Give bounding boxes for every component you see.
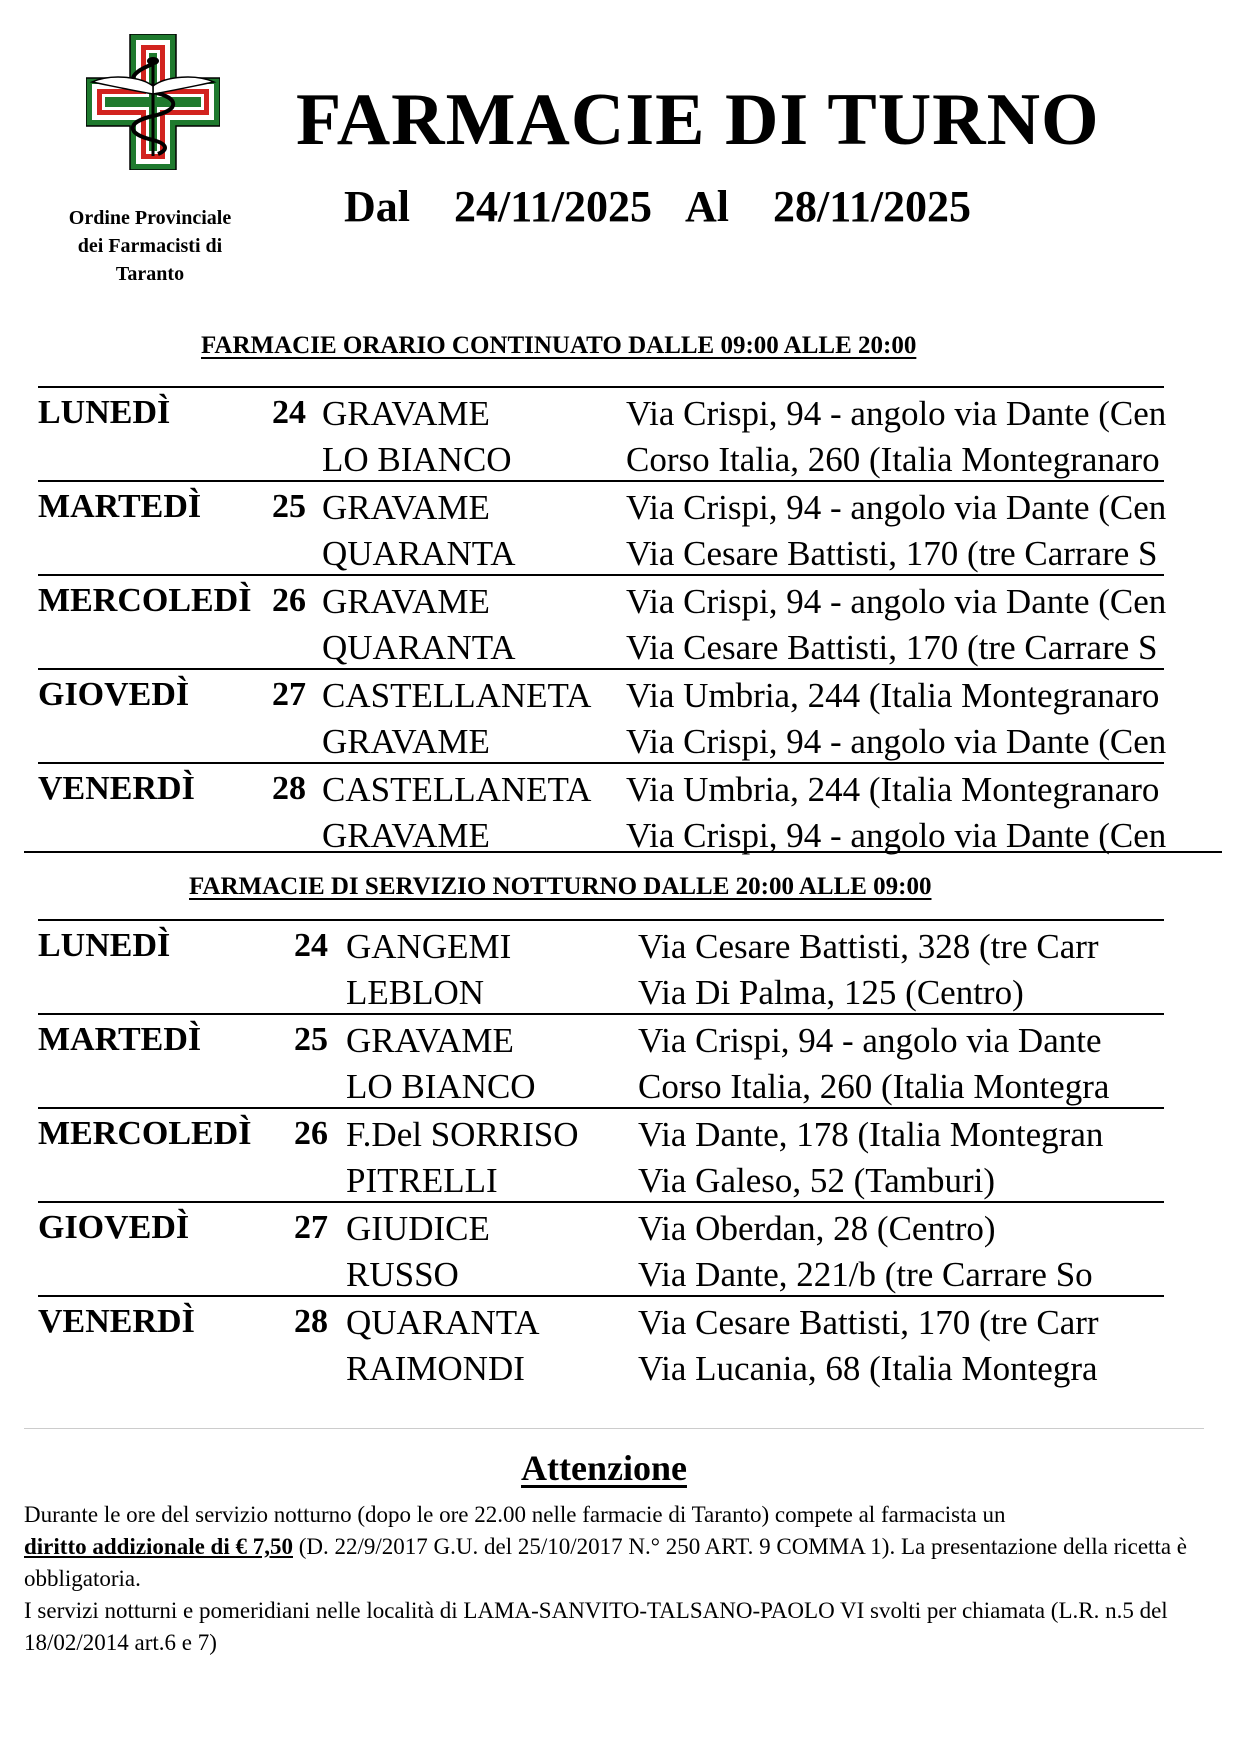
pharmacy-name: GRAVAME	[322, 394, 490, 433]
day-name: MERCOLEDÌ	[38, 1115, 252, 1152]
pharmacy-address: Corso Italia, 260 (Italia Montegranaro	[626, 440, 1160, 479]
day-section-heading: FARMACIE ORARIO CONTINUATO DALLE 09:00 ALLE 20:00	[201, 332, 917, 359]
schedule-row	[38, 1155, 1198, 1201]
pharmacy-address: Via Crispi, 94 - angolo via Dante	[638, 1021, 1102, 1060]
pharmacy-name: LEBLON	[346, 973, 485, 1012]
day-number: 24	[294, 927, 328, 964]
org-name	[50, 204, 250, 288]
day-block	[38, 919, 1164, 1013]
pharmacy-address: Via Cesare Battisti, 170 (tre Carrare S	[626, 534, 1158, 573]
day-block	[38, 1295, 1164, 1389]
schedule-row	[38, 1249, 1198, 1295]
schedule-row	[38, 716, 1198, 762]
pharmacy-address: Via Crispi, 94 - angolo via Dante (Cen	[626, 394, 1167, 433]
day-name: MERCOLEDÌ	[38, 582, 252, 619]
pharmacy-address: Via Umbria, 244 (Italia Montegranaro	[626, 676, 1160, 715]
pharmacy-address: Via Cesare Battisti, 170 (tre Carrare S	[626, 628, 1158, 667]
pharmacy-address: Via Oberdan, 28 (Centro)	[638, 1209, 996, 1248]
schedule-row	[38, 967, 1198, 1013]
day-name: LUNEDÌ	[38, 394, 171, 431]
schedule-row	[38, 1297, 1198, 1343]
day-schedule-table	[38, 386, 1198, 856]
schedule-row	[38, 1343, 1198, 1389]
pharmacy-name: QUARANTA	[346, 1303, 540, 1342]
pharmacy-name: GRAVAME	[322, 816, 490, 855]
org-line: Ordine Provinciale	[68, 207, 232, 229]
day-number: 28	[272, 770, 306, 807]
day-number: 24	[272, 394, 306, 431]
pharmacy-address: Via Crispi, 94 - angolo via Dante (Cen	[626, 816, 1167, 855]
section-divider	[24, 851, 1222, 853]
page-title: FARMACIE DI TURNO	[296, 79, 1100, 161]
schedule-row	[38, 1061, 1198, 1107]
pharmacy-name: RAIMONDI	[346, 1349, 525, 1388]
day-name: VENERDÌ	[38, 1303, 195, 1340]
day-block	[38, 762, 1167, 856]
attention-text: (D. 22/9/2017 G.U. del 25/10/2017 N.° 250 ART. 9 COMMA 1). La presentazione della ricetta è obbligatoria.	[24, 1534, 1188, 1591]
day-block	[38, 574, 1167, 668]
pharmacy-name: GIUDICE	[346, 1209, 490, 1248]
day-block	[38, 668, 1167, 762]
schedule-row	[38, 921, 1198, 967]
schedule-row	[38, 764, 1198, 810]
day-number: 25	[272, 488, 306, 525]
org-line: Taranto	[115, 263, 185, 285]
pharmacy-name: QUARANTA	[322, 628, 516, 667]
pharmacy-address: Via Lucania, 68 (Italia Montegra	[638, 1349, 1098, 1388]
pharmacy-address: Via Crispi, 94 - angolo via Dante (Cen	[626, 488, 1167, 527]
day-number: 27	[272, 676, 306, 713]
pharmacy-name: CASTELLANETA	[322, 770, 592, 809]
date-range	[344, 182, 971, 232]
schedule-row	[38, 1203, 1198, 1249]
schedule-row	[38, 810, 1198, 856]
pharmacy-name: GANGEMI	[346, 927, 512, 966]
day-name: GIOVEDÌ	[38, 676, 190, 713]
day-name: GIOVEDÌ	[38, 1209, 190, 1246]
pharmacy-name: F.Del SORRISO	[346, 1115, 579, 1154]
attention-title: Attenzione	[521, 1448, 687, 1488]
attention-paragraph-2: I servizi notturni e pomeridiani nelle località di LAMA-SANVITO-TALSANO-PAOLO VI svolti per chiamata (L.R. n.5 del 18/02/2014 art.6 e 7)	[24, 1598, 1168, 1655]
day-number: 26	[272, 582, 306, 619]
pharmacy-address: Via Galeso, 52 (Tamburi)	[638, 1161, 996, 1200]
pharmacy-address: Via Dante, 221/b (tre Carrare So	[638, 1255, 1093, 1294]
dal-label: Dal	[344, 182, 410, 231]
pharmacy-address: Via Cesare Battisti, 170 (tre Carr	[638, 1303, 1099, 1342]
day-block	[38, 480, 1167, 574]
day-block	[38, 1107, 1164, 1201]
pharmacy-name: LO BIANCO	[322, 440, 512, 479]
schedule-row	[38, 1109, 1198, 1155]
schedule-row	[38, 528, 1198, 574]
schedule-row	[38, 388, 1198, 434]
schedule-row	[38, 1015, 1198, 1061]
pharmacy-address: Via Umbria, 244 (Italia Montegranaro	[626, 770, 1160, 809]
day-block	[38, 386, 1167, 480]
day-name: MARTEDÌ	[38, 488, 202, 525]
schedule-row	[38, 434, 1198, 480]
attention-paragraph-1	[24, 1499, 1194, 1595]
day-block	[38, 1013, 1164, 1107]
footer-divider	[24, 1428, 1204, 1429]
pharmacy-address: Via Cesare Battisti, 328 (tre Carr	[638, 927, 1099, 966]
pharmacy-address: Via Di Palma, 125 (Centro)	[638, 973, 1024, 1012]
al-label: Al	[685, 182, 730, 231]
pharmacy-name: PITRELLI	[346, 1161, 498, 1200]
pharmacy-name: LO BIANCO	[346, 1067, 536, 1106]
day-number: 28	[294, 1303, 328, 1340]
day-name: VENERDÌ	[38, 770, 195, 807]
pharmacy-name: GRAVAME	[346, 1021, 514, 1060]
night-schedule-table	[38, 919, 1198, 1389]
day-name: MARTEDÌ	[38, 1021, 202, 1058]
schedule-row	[38, 670, 1198, 716]
day-name: LUNEDÌ	[38, 927, 171, 964]
attention-fee: diritto addizionale di € 7,50	[24, 1534, 293, 1559]
schedule-row	[38, 576, 1198, 622]
pharmacy-address: Corso Italia, 260 (Italia Montegra	[638, 1067, 1110, 1106]
attention-text: Durante le ore del servizio notturno (dopo le ore 22.00 nelle farmacie di Taranto) compete al farmacista un	[24, 1502, 1006, 1527]
pharmacy-address: Via Crispi, 94 - angolo via Dante (Cen	[626, 722, 1167, 761]
day-number: 26	[294, 1115, 328, 1152]
org-line: dei Farmacisti di	[77, 235, 223, 257]
pharmacy-name: GRAVAME	[322, 722, 490, 761]
schedule-row	[38, 622, 1198, 668]
pharmacy-name: GRAVAME	[322, 488, 490, 527]
pharmacy-address: Via Crispi, 94 - angolo via Dante (Cen	[626, 582, 1167, 621]
day-block	[38, 1201, 1164, 1295]
pharmacy-address: Via Dante, 178 (Italia Montegran	[638, 1115, 1104, 1154]
pharmacy-name: GRAVAME	[322, 582, 490, 621]
night-section-heading: FARMACIE DI SERVIZIO NOTTURNO DALLE 20:00 ALLE 09:00	[189, 873, 932, 900]
schedule-row	[38, 482, 1198, 528]
pharmacy-name: CASTELLANETA	[322, 676, 592, 715]
day-number: 27	[294, 1209, 328, 1246]
pharmacy-name: RUSSO	[346, 1255, 459, 1294]
date-to: 28/11/2025	[773, 182, 972, 231]
pharmacy-cross-logo	[86, 34, 220, 170]
day-number: 25	[294, 1021, 328, 1058]
date-from: 24/11/2025	[454, 182, 653, 231]
pharmacy-name: QUARANTA	[322, 534, 516, 573]
